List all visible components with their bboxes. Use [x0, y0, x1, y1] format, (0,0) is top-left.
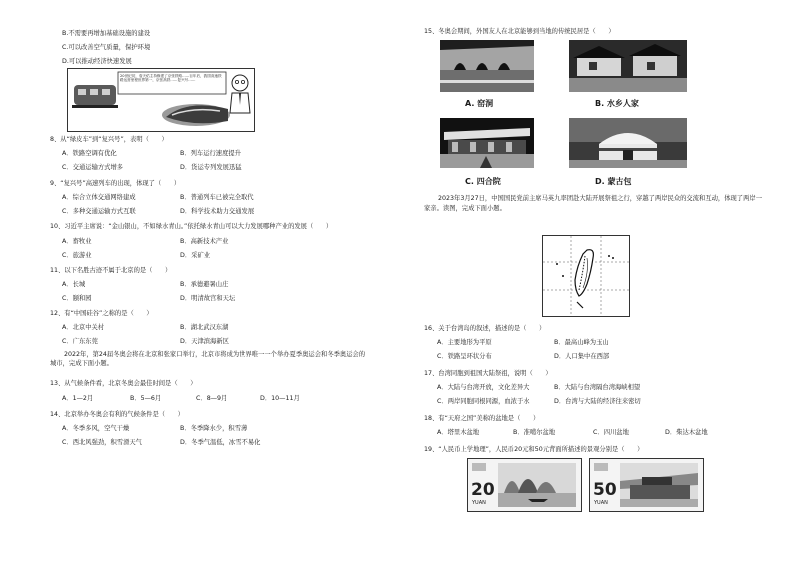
- q10-option-b: B．高新技术产业: [180, 238, 229, 245]
- comic-text: 20世纪初，詹天佑主持修建了京张铁路……百年后，我国高速铁路运营里程世界第一，京张高铁……复兴号……: [120, 74, 222, 83]
- prev-option-d: D.可以推动经济快速发展: [62, 58, 132, 65]
- q17-option-d: D．台湾与大陆的经济往来密切: [554, 398, 641, 405]
- banknote-20-unit: YUAN: [472, 500, 486, 506]
- banknote-50-unit: YUAN: [594, 500, 608, 506]
- q15-stem: 15、冬奥会期间，外国友人在北京能够到当地的传统民居是（ ）: [424, 28, 615, 35]
- q14-option-a: A．冬季多风，空气干燥: [62, 425, 130, 432]
- q11-stem: 11、以下名胜古迹不属于北京的是（ ）: [50, 267, 172, 274]
- q15-option-c: C. 四合院: [465, 177, 501, 186]
- q12-option-c: C．广东东莞: [62, 338, 98, 345]
- q13-stem: 13、从气候条件看，北京冬奥会最佳时间是（ ）: [50, 380, 197, 387]
- q19-stem: 19、“人民币上学地理”，人民币20元和50元背面所描述的景观分别是（ ）: [424, 446, 644, 453]
- q13-option-a: A．1—2月: [62, 395, 94, 402]
- q18-option-b: B．准噶尔盆地: [513, 429, 556, 436]
- q15-option-b: B. 水乡人家: [595, 99, 639, 108]
- q8-option-d: D．货运专列发展迅猛: [180, 164, 242, 171]
- q9-option-d: D．科学技术助力交通发展: [180, 208, 255, 215]
- q17-option-b: B．大陆与台湾隔台湾海峡相望: [554, 384, 641, 391]
- water-village-drawing: [569, 40, 687, 92]
- q13-option-d: D．10—11月: [260, 395, 300, 402]
- q10-option-a: A．畜牧业: [62, 238, 92, 245]
- photo-courtyard: [440, 118, 534, 168]
- q10-stem: 10、习近平主席说：“金山银山，不如绿水青山。”依托绿水青山可以大力发展哪种产业的发展（ ）: [50, 223, 333, 230]
- q15-option-a: A. 窑洞: [465, 99, 494, 108]
- comic-illustration: [67, 68, 255, 132]
- q11-option-d: D．明清故宫和天坛: [180, 295, 236, 302]
- q8-option-b: B．列车运行速度提升: [180, 150, 241, 157]
- q12-option-d: D．天津滨海新区: [180, 338, 229, 345]
- taiwan-passage: 2023年3月27日，中国国民党前主席马英九率团赴大陆开展祭祖之行，穿越了两岸民众的交流和互动，体现了两岸一家亲。读图，完成下面小题。: [424, 195, 762, 212]
- q12-stem: 12、有“中国硅谷”之称的是（ ）: [50, 310, 153, 317]
- q18-option-d: D．柴达木盆地: [665, 429, 708, 436]
- q18-option-c: C．四川盆地: [593, 429, 629, 436]
- q9-option-a: A．综合立体交通网络建成: [62, 194, 136, 201]
- prev-option-c: C.可以改善空气质量，保护环境: [62, 44, 151, 51]
- q17-option-c: C．两岸同胞同根同源，血浓于水: [437, 398, 530, 405]
- prev-option-b: B.不需要再增加基础设施的建设: [62, 30, 151, 37]
- q16-option-d: D．人口集中在西部: [554, 353, 610, 360]
- q16-option-a: A．主要地形为平原: [437, 339, 492, 346]
- q10-option-d: D．采矿业: [180, 252, 211, 259]
- q8-stem: 8、从“绿皮车”到“复兴号”，表明（ ）: [50, 136, 168, 143]
- q14-option-d: D．冬季气温低，冰雪不易化: [180, 439, 261, 446]
- q14-option-b: B．冬季降水少，积雪薄: [180, 425, 248, 432]
- photo-cave-dwelling: [440, 40, 534, 92]
- q16-stem: 16、关于台湾岛的叙述，描述的是（ ）: [424, 325, 546, 332]
- q16-option-c: C．铁路呈环状分布: [437, 353, 492, 360]
- photo-water-village: [569, 40, 687, 92]
- photo-yurt: [569, 118, 687, 168]
- q8-option-a: A．铁路空调有优化: [62, 150, 117, 157]
- q9-option-b: B．普通列车已被完全取代: [180, 194, 254, 201]
- q11-option-b: B．承德避暑山庄: [180, 281, 229, 288]
- q12-option-b: B．湖北武汉东湖: [180, 324, 229, 331]
- q11-option-a: A．长城: [62, 281, 86, 288]
- q9-stem: 9、“复兴号”高速列车的出现，体现了（ ）: [50, 180, 181, 187]
- taiwan-map: [542, 235, 630, 317]
- q10-option-c: C．旅游业: [62, 252, 92, 259]
- courtyard-drawing: [440, 118, 534, 168]
- banknote-50: [589, 458, 704, 512]
- q16-option-b: B．最高山峰为玉山: [554, 339, 609, 346]
- q13-option-b: B．5—6月: [130, 395, 162, 402]
- cave-dwelling-drawing: [440, 40, 534, 92]
- q8-option-c: C．交通运输方式增多: [62, 164, 124, 171]
- yurt-drawing: [569, 118, 687, 168]
- q14-option-c: C．西北风强劲，积雪滑天气: [62, 439, 142, 446]
- q17-option-a: A．大陆与台湾开放，文化差异大: [437, 384, 530, 391]
- q11-option-c: C．颐和园: [62, 295, 92, 302]
- banknote-50-value: 50: [593, 480, 617, 500]
- q13-option-c: C．8—9月: [196, 395, 228, 402]
- banknote-20: [467, 458, 582, 512]
- taiwan-map-drawing: [543, 236, 629, 316]
- q9-option-c: C．多种交通运输方式互联: [62, 208, 136, 215]
- q18-option-a: A．塔里木盆地: [437, 429, 480, 436]
- olympics-passage: 2022年，第24届冬奥会将在北京和张家口举行，北京市将成为世界唯一一个举办夏季奥运会和冬季奥运会的城市，完成下面小题。: [50, 351, 366, 367]
- banknote-20-value: 20: [471, 480, 495, 500]
- q14-stem: 14、北京举办冬奥会有利的气候条件是（ ）: [50, 411, 184, 418]
- q15-option-d: D. 蒙古包: [595, 177, 632, 186]
- q12-option-a: A．北京中关村: [62, 324, 105, 331]
- q17-stem: 17、台湾同胞到祖国大陆祭祖，说明（ ）: [424, 370, 552, 377]
- right-column: [397, 0, 794, 561]
- q18-stem: 18、有“天府之国”美称的盆地是（ ）: [424, 415, 540, 422]
